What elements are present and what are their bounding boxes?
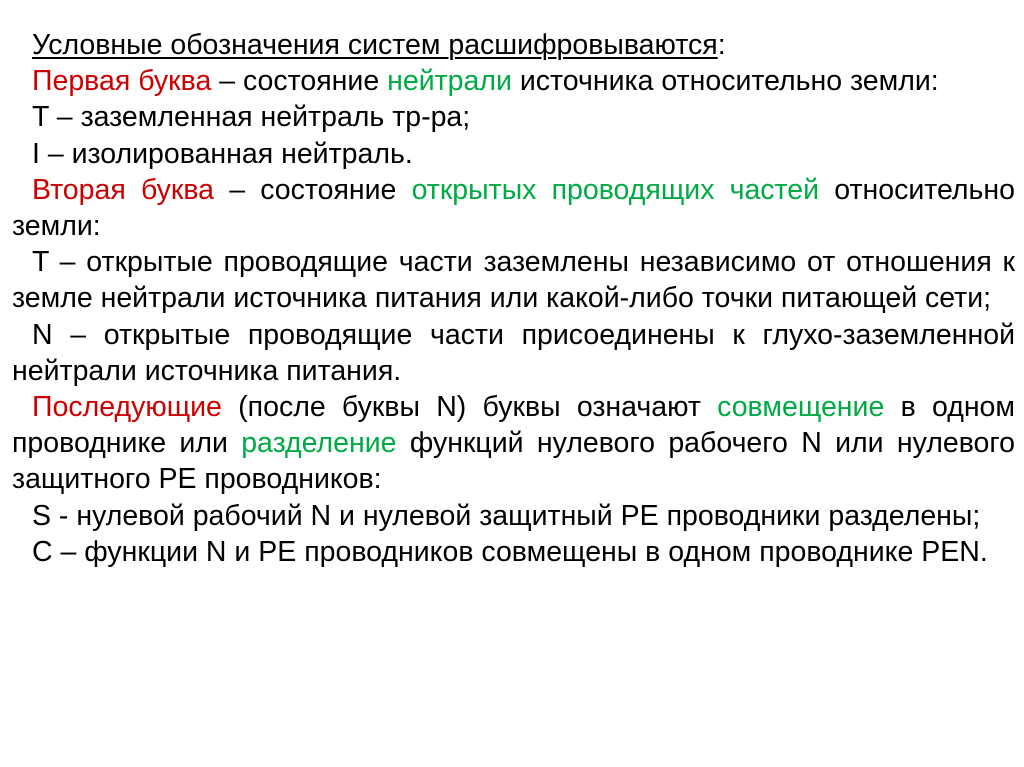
subsequent-text-3: функций нулевого рабочего N или нулевого защитного PE проводников: xyxy=(12,427,1015,496)
i-isolated-neutral-item: I – изолированная нейтраль. xyxy=(32,137,413,170)
combining-term: совмещение xyxy=(717,391,885,424)
heading-text: Условные обозначения систем расшифровываются xyxy=(32,29,718,61)
second-letter-text-2: относительно земли: xyxy=(12,173,1015,243)
exposed-parts-term: открытых проводящих частей xyxy=(411,173,820,206)
t-exposed-parts-item: T – открытые проводящие части заземлены независимо от отношения к земле нейтрали источника питания или какой-либо точки питающей сети; xyxy=(12,246,1015,315)
subsequent-text-1: (после буквы N) буквы означают xyxy=(221,391,718,424)
first-letter-text-1: – состояние xyxy=(211,65,388,98)
first-letter-paragraph xyxy=(12,63,1015,99)
c-combined-item: С – функции N и PE проводников совмещены в одном проводнике PEN. xyxy=(32,535,988,568)
first-letter-term: Первая буква xyxy=(32,65,212,98)
heading-colon: : xyxy=(717,29,726,61)
second-letter-paragraph xyxy=(12,172,1015,244)
subsequent-letters-term: Последующие xyxy=(32,391,222,424)
t-grounded-neutral-item: T – заземленная нейтраль тр-ра; xyxy=(32,101,471,134)
heading-paragraph xyxy=(12,27,1015,63)
n-exposed-parts-item: N – открытые проводящие части присоединены к глухо-заземленной нейтрали источника питания. xyxy=(12,318,1015,387)
subsequent-letters-paragraph xyxy=(12,389,1015,498)
separation-term: разделение xyxy=(241,427,397,460)
subsequent-text-2: в одном проводнике или xyxy=(12,391,1016,460)
second-letter-text-1: – состояние xyxy=(214,173,412,206)
s-separated-item: S - нулевой рабочий N и нулевой защитный PE проводники разделены; xyxy=(32,499,981,532)
neutral-term: нейтрали xyxy=(387,65,512,98)
first-letter-text-2: источника относительно земли: xyxy=(511,65,939,98)
second-letter-term: Вторая буква xyxy=(32,173,215,206)
slide-body xyxy=(12,27,1015,570)
